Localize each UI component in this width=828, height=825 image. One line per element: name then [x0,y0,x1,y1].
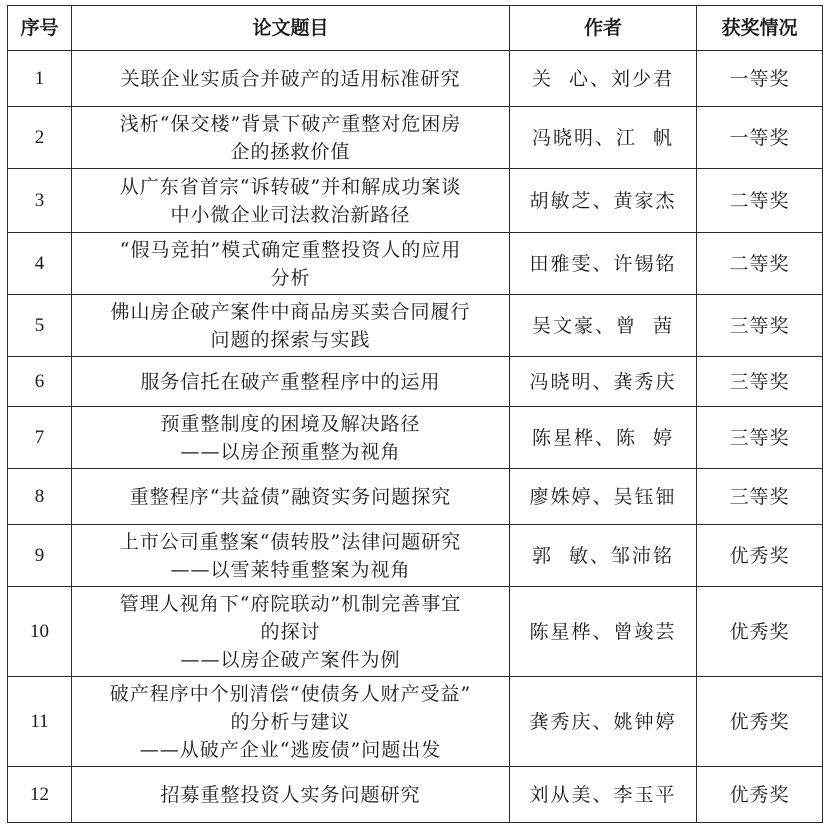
table-row [8,767,823,823]
paper-authors: 郭 敏、邹沛铭 [510,525,697,587]
paper-title-line: ——从破产企业“逃废债”问题出发 [139,738,442,761]
table-row [8,233,823,295]
paper-title-line: 浅析“保交楼”背景下破产重整对危困房 [119,112,462,135]
header-title: 论文题目 [72,6,510,51]
table-row [8,51,823,107]
paper-title-line: 服务信托在破产重整程序中的运用 [140,370,441,393]
table-row [8,407,823,469]
row-index: 9 [8,525,72,587]
table-row [8,677,823,767]
row-index: 2 [8,107,72,169]
table-row [8,107,823,169]
award-level: 优秀奖 [697,587,823,677]
header-award: 获奖情况 [697,6,823,51]
paper-title [72,233,510,295]
paper-authors: 陈星桦、曾竣芸 [510,587,697,677]
paper-title-line: 预重整制度的困境及解决路径 [160,412,421,435]
paper-title [72,677,510,767]
paper-title-line: 问题的探索与实践 [210,328,371,351]
award-level: 二等奖 [697,169,823,233]
paper-title [72,587,510,677]
row-index: 12 [8,767,72,823]
table-row [8,169,823,233]
paper-authors: 冯晓明、龚秀庆 [510,357,697,407]
paper-authors: 胡敏芝、黄家杰 [510,169,697,233]
paper-title [72,107,510,169]
row-index: 1 [8,51,72,107]
paper-title [72,357,510,407]
award-level: 优秀奖 [697,525,823,587]
paper-authors: 廖姝婷、吴钰钿 [510,469,697,525]
paper-title-line: 从广东省首宗“诉转破”并和解成功案谈 [119,175,462,198]
table-row [8,587,823,677]
header-row [8,6,823,51]
paper-title-line: 中小微企业司法救治新路径 [170,203,411,226]
paper-title [72,469,510,525]
paper-authors: 刘从美、李玉平 [510,767,697,823]
paper-title-line: 重整程序“共益债”融资实务问题探究 [129,485,452,508]
paper-title-line: 分析 [270,266,311,289]
paper-title [72,169,510,233]
header-index: 序号 [8,6,72,51]
table-row [8,525,823,587]
paper-title-line: 上市公司重整案“债转股”法律问题研究 [119,530,462,553]
award-level: 优秀奖 [697,677,823,767]
row-index: 3 [8,169,72,233]
paper-title-line: 关联企业实质合并破产的适用标准研究 [120,67,461,90]
row-index: 8 [8,469,72,525]
paper-authors: 冯晓明、江 帆 [510,107,697,169]
paper-title-line: 破产程序中个别清偿“使债务人财产受益” [109,682,472,705]
award-level: 一等奖 [697,51,823,107]
award-level: 三等奖 [697,407,823,469]
awards-table [7,5,823,823]
paper-authors: 田雅雯、许锡铭 [510,233,697,295]
paper-title [72,767,510,823]
paper-title-line: 企的拯救价值 [230,140,351,163]
paper-authors: 吴文豪、曾 茜 [510,295,697,357]
paper-title-line: 的探讨 [260,620,321,643]
paper-authors: 龚秀庆、姚钟婷 [510,677,697,767]
row-index: 11 [8,677,72,767]
row-index: 5 [8,295,72,357]
award-level: 二等奖 [697,233,823,295]
award-level: 一等奖 [697,107,823,169]
award-level: 三等奖 [697,295,823,357]
paper-title-line: ——以房企预重整为视角 [180,440,401,463]
paper-title-line: 佛山房企破产案件中商品房买卖合同履行 [110,300,471,323]
paper-title-line: “假马竞拍”模式确定重整投资人的应用 [119,238,462,261]
award-level: 三等奖 [697,357,823,407]
table-body [8,51,823,823]
paper-title [72,295,510,357]
paper-title-line: ——以雪莱特重整案为视角 [170,558,411,581]
award-level: 优秀奖 [697,767,823,823]
row-index: 4 [8,233,72,295]
paper-title [72,51,510,107]
row-index: 6 [8,357,72,407]
paper-title-line: ——以房企破产案件为例 [180,648,401,671]
paper-title-line: 招募重整投资人实务问题研究 [160,783,421,806]
paper-title [72,525,510,587]
paper-title [72,407,510,469]
paper-authors: 关 心、刘少君 [510,51,697,107]
row-index: 10 [8,587,72,677]
paper-authors: 陈星桦、陈 婷 [510,407,697,469]
header-author: 作者 [510,6,697,51]
table-row [8,357,823,407]
table-row [8,469,823,525]
row-index: 7 [8,407,72,469]
table-row [8,295,823,357]
paper-title-line: 的分析与建议 [230,710,351,733]
paper-title-line: 管理人视角下“府院联动”机制完善事宜 [119,592,462,615]
award-level: 三等奖 [697,469,823,525]
